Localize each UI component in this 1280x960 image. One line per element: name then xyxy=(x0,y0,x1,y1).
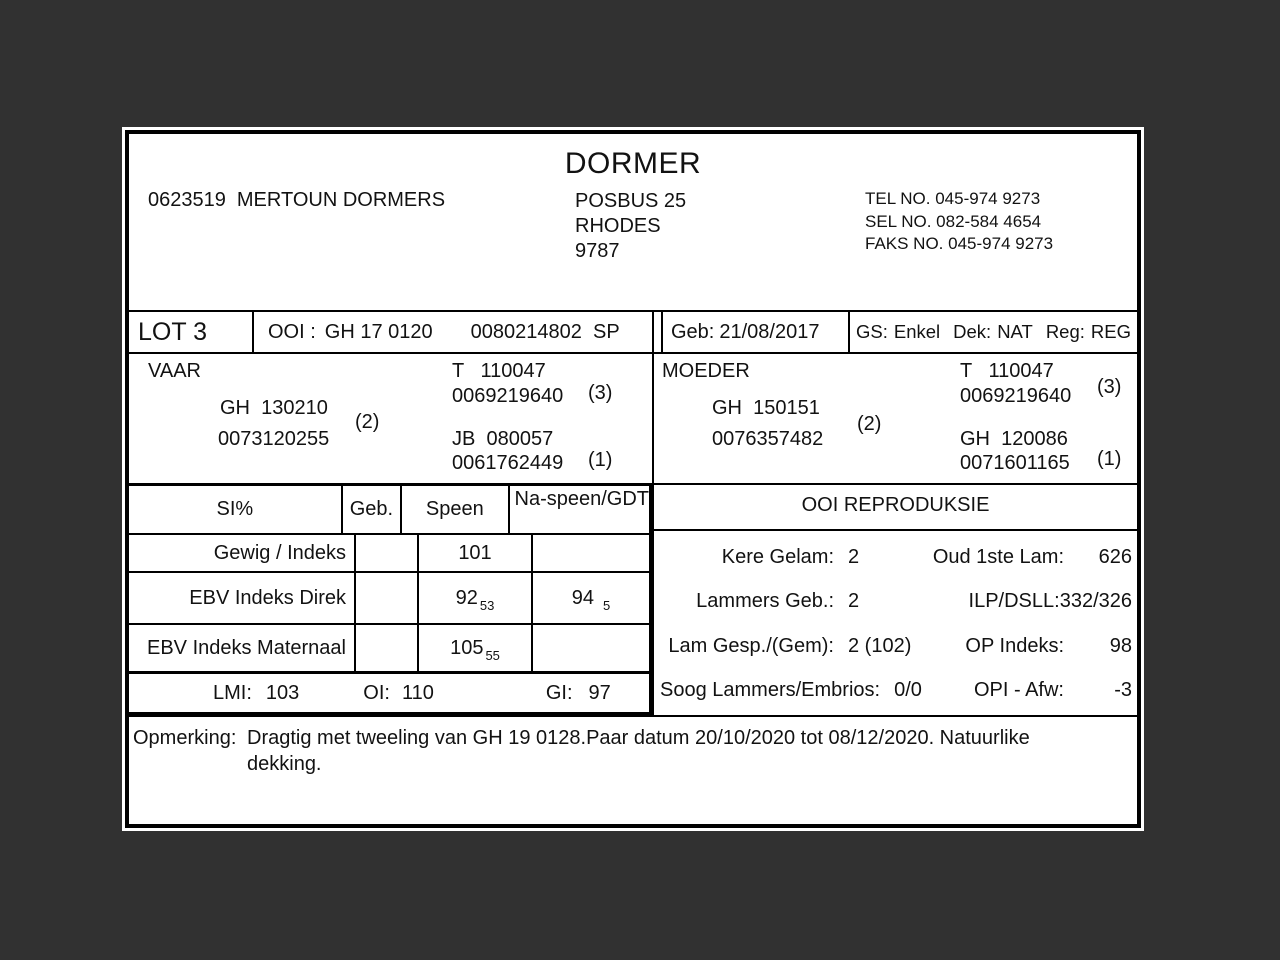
stat-value: 98 xyxy=(1109,634,1132,657)
vaar-dam-reg: 0061762449 xyxy=(452,452,564,474)
contact-info xyxy=(865,188,1053,256)
moeder-note: (2) xyxy=(857,413,882,435)
moeder-label: MOEDER xyxy=(662,360,750,382)
remark-section xyxy=(129,717,1137,824)
stat-value: 2 xyxy=(848,545,860,568)
ewe-id-cell xyxy=(254,312,673,352)
vaar-reg: 0073120255 xyxy=(218,428,330,450)
si-table xyxy=(129,483,652,674)
address-line: POSBUS 25 xyxy=(575,190,687,212)
row-label: Gewig / Indeks xyxy=(213,541,346,564)
stat-label: OPI - Afw: xyxy=(973,679,1064,702)
breeder-line xyxy=(148,189,456,212)
vaar-id: GH 130210 xyxy=(220,397,328,419)
indices-row xyxy=(129,674,652,715)
remark-text: dekking. xyxy=(247,753,322,775)
moeder-dam-reg: 0071601165 xyxy=(960,452,1070,474)
geb-label: Geb: xyxy=(671,320,715,343)
ooi-registration: 0080214802 SP xyxy=(470,320,620,343)
reproduction-title: OOI REPRODUKSIE xyxy=(654,483,1137,531)
geb-header: Geb. xyxy=(341,486,400,533)
dek-pair xyxy=(953,321,1033,343)
stat-label: Lammers Geb.: xyxy=(696,590,834,613)
vaar-note: (2) xyxy=(355,411,380,433)
reproduction-row xyxy=(660,535,1132,580)
speen-header: Speen xyxy=(400,486,507,533)
accuracy-subscript: 55 xyxy=(485,647,500,663)
accuracy-subscript: 5 xyxy=(603,597,611,613)
stat-value: 626 xyxy=(1098,545,1132,568)
birthdate-cell xyxy=(663,312,854,352)
stat-label: ILP/DSLL: xyxy=(968,590,1060,613)
vaar-sire-note: (3) xyxy=(588,382,613,404)
postal-address xyxy=(575,189,686,264)
gi-value: 97 xyxy=(588,681,611,704)
table-row-ebv-maternaal xyxy=(129,625,649,671)
ooi-id: GH 17 0120 xyxy=(324,320,433,343)
stat-label: Lam Gesp./(Gem): xyxy=(668,634,834,657)
stat-value: 0/0 xyxy=(894,679,922,702)
stat-value: 332/326 xyxy=(1059,590,1132,613)
speen-value: 101 xyxy=(417,535,531,571)
moeder-sire-note: (3) xyxy=(1097,376,1122,398)
table-row-gewig xyxy=(129,535,649,573)
gs-pair xyxy=(856,321,940,343)
stat-value: 2 (102) xyxy=(848,634,912,657)
stat-label: Kere Gelam: xyxy=(721,545,834,568)
ooi-label: OOI : xyxy=(268,320,316,343)
reproduction-row xyxy=(660,580,1132,625)
dek-label: Dek: xyxy=(953,321,992,342)
moeder-sire-reg: 0069219640 xyxy=(960,385,1072,407)
moeder-dam-id: GH 120086 xyxy=(960,428,1068,450)
tel-line: TEL NO. 045-974 9273 xyxy=(865,189,1041,208)
address-line: RHODES xyxy=(575,215,661,237)
row-label: EBV Indeks Maternaal xyxy=(147,636,346,659)
reg-label: Reg: xyxy=(1045,321,1085,342)
geb-value xyxy=(354,573,417,623)
reproduction-row xyxy=(660,624,1132,669)
remark-text: Dragtig met tweeling van GH 19 0128.Paar datum 20/10/2020 tot 08/12/2020. Natuurlike xyxy=(247,727,1030,749)
speen-value: 92 53 xyxy=(417,573,531,623)
si-header: SI% xyxy=(216,498,254,520)
moeder-reg: 0076357482 xyxy=(712,428,824,450)
moeder-id: GH 150151 xyxy=(712,397,820,419)
row-label: EBV Indeks Direk xyxy=(189,586,346,609)
moeder-sire-id: T 110047 xyxy=(960,360,1054,382)
dam-pedigree-cell xyxy=(654,354,1137,483)
gi-label: GI: xyxy=(545,681,573,704)
vaar-dam-id: JB 080057 xyxy=(452,428,554,450)
gdt-value xyxy=(531,625,649,671)
si-header-row xyxy=(129,486,649,535)
vaar-label: VAAR xyxy=(148,360,201,382)
accuracy-subscript: 53 xyxy=(479,597,495,613)
breeder-name: MERTOUN DORMERS xyxy=(236,189,446,211)
gdt-value xyxy=(531,535,649,571)
moeder-dam-note: (1) xyxy=(1097,448,1122,470)
oi-value: 110 xyxy=(401,681,434,704)
remark-label: Opmerking: xyxy=(133,727,237,749)
naspeen-header: Na- speen/GDT xyxy=(508,486,650,533)
oi-label: OI: xyxy=(363,681,390,704)
stat-value: -3 xyxy=(1114,679,1132,702)
geb-value xyxy=(354,535,417,571)
geb-value xyxy=(354,625,417,671)
reg-value: REG xyxy=(1090,321,1131,342)
address-line: 9787 xyxy=(575,240,620,262)
speen-value: 105 55 xyxy=(417,625,531,671)
cell-line: SEL NO. 082-584 4654 xyxy=(865,211,1042,231)
stat-label: Soog Lammers/Embrios: xyxy=(660,679,881,702)
vaar-sire-id: T 110047 xyxy=(452,360,546,382)
reproduction-row xyxy=(660,669,1132,714)
table-row-ebv-direk xyxy=(129,573,649,625)
gs-label: GS: xyxy=(856,321,888,342)
lmi-label: LMI: xyxy=(213,681,252,704)
gs-dek-reg-cell xyxy=(850,312,1137,352)
lot-number: LOT 3 xyxy=(138,318,208,346)
lot-card xyxy=(125,130,1141,828)
reproduction-panel xyxy=(654,483,1137,715)
lmi-value: 103 xyxy=(265,681,300,704)
breed-title: DORMER xyxy=(564,147,702,180)
reg-pair xyxy=(1046,321,1131,343)
stat-label: Oud 1ste Lam: xyxy=(932,545,1064,568)
dek-value: NAT xyxy=(997,321,1033,342)
vaar-dam-note: (1) xyxy=(588,449,613,471)
breeder-number: 0623519 xyxy=(148,189,226,211)
sire-pedigree-cell xyxy=(129,354,652,483)
vaar-sire-reg: 0069219640 xyxy=(452,385,564,407)
reproduction-rows xyxy=(660,535,1132,713)
gdt-value: 94 5 xyxy=(531,573,649,623)
geb-value: 21/08/2017 xyxy=(719,320,820,343)
stat-value: 2 xyxy=(848,590,860,613)
gs-value: Enkel xyxy=(893,321,941,342)
stat-label: OP Indeks: xyxy=(965,634,1064,657)
fax-line: FAKS NO. 045-974 9273 xyxy=(865,234,1054,253)
lot-row xyxy=(129,312,1137,352)
